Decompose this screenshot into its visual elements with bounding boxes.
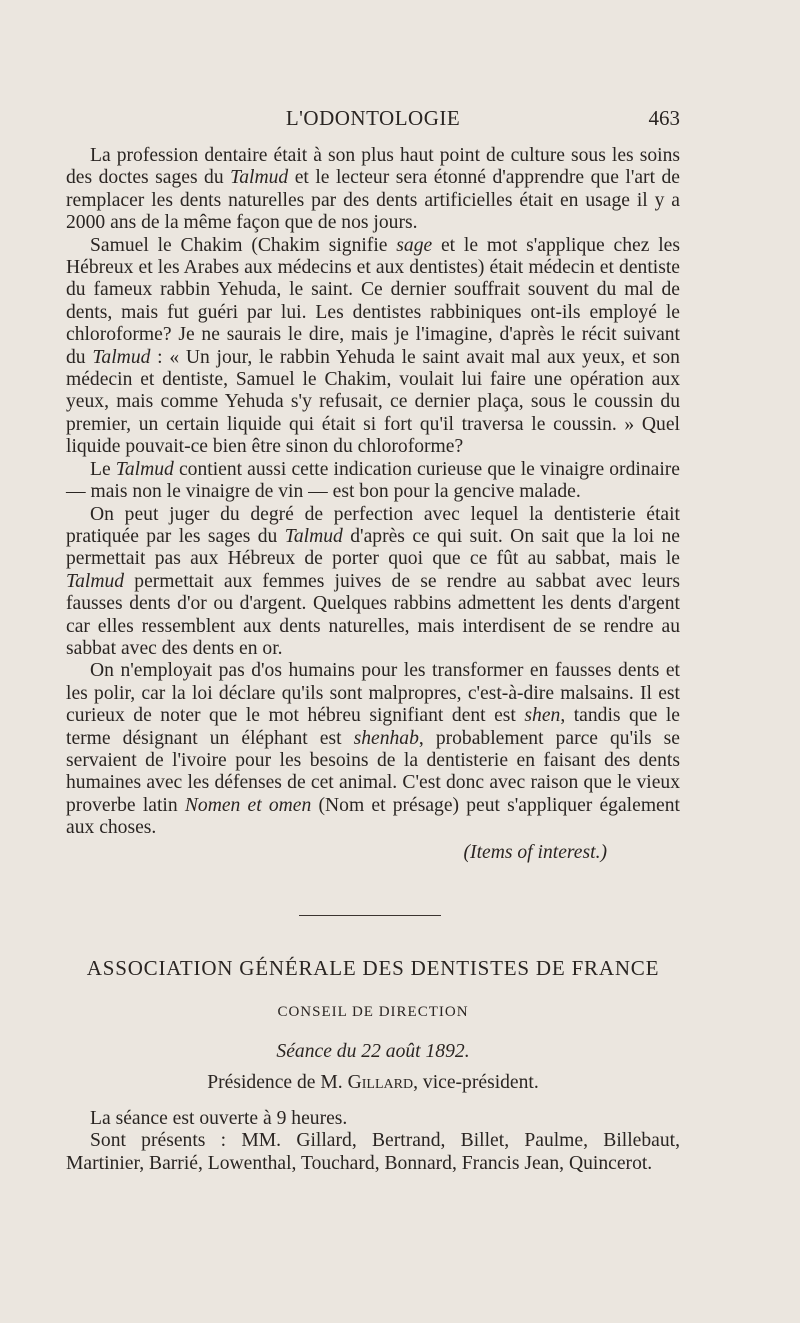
paragraph-4: On peut juger du degré de perfection avec lequel la dentisterie était pratiquée par les sages du Talmud d'après ce qui suit. On sait que la loi ne permettait pas aux Hébreux de porter quoi que ce fût au sabbat, mais le Talmud permettait aux femmes juives de se rendre au sabbat avec leurs fausses dents d'or ou d'argent. Quelques rabbins admettent les dents d'argent car elles ressemblent aux dents naturelles, mais interdisent de se rendre au sabbat avec des dents en or.	[66, 503, 680, 659]
emphasis: sage	[396, 234, 433, 256]
emphasis: Nomen et omen	[184, 794, 312, 816]
emphasis: Talmud	[230, 167, 289, 189]
source-citation: (Items of interest.)	[463, 841, 607, 863]
president-name: Gillard	[347, 1072, 414, 1093]
meeting-minutes	[66, 1108, 680, 1175]
presidency-line: Présidence de M. Gillard, vice-président.	[207, 1072, 539, 1093]
emphasis: Talmud	[66, 570, 125, 592]
minutes-attendees: Sont présents : MM. Gillard, Bertrand, Billet, Paulme, Billebaut, Martinier, Barrié, Lowenthal, Touchard, Bonnard, Francis Jean, Quincerot.	[66, 1130, 680, 1174]
emphasis: shen	[524, 705, 561, 727]
emphasis: Talmud	[115, 458, 174, 480]
paragraph-3: Le Talmud contient aussi cette indication curieuse que le vinaigre ordinaire — mais non le vinaigre de vin — est bon pour la gencive malade.	[66, 458, 680, 503]
paragraph-5: On n'employait pas d'os humains pour les transformer en fausses dents et les polir, car la loi déclare qu'ils sont malpropres, c'est-à-dire malsains. Il est curieux de noter que le mot hébreu signifiant dent est shen, tandis que le terme désignant un éléphant est shenhab, probablement parce qu'ils se servaient de l'ivoire pour les besoins de la dentisterie en faisant des dents humaines avec les défenses de cet animal. C'est donc avec raison que le vieux proverbe latin Nomen et omen (Nom et présage) peut s'appliquer également aux choses.	[66, 660, 681, 839]
section-heading: ASSOCIATION GÉNÉRALE DES DENTISTES DE FRANCE	[86, 956, 660, 980]
session-date: Séance du 22 août 1892.	[276, 1041, 470, 1062]
section-separator	[299, 915, 441, 916]
minutes-opening: La séance est ouverte à 9 heures.	[90, 1108, 348, 1129]
emphasis: Talmud	[284, 525, 343, 547]
running-title: L'ODONTOLOGIE	[285, 106, 461, 130]
article-body	[66, 145, 680, 864]
emphasis: shenhab	[353, 727, 419, 749]
page-number: 463	[648, 106, 680, 130]
section-subheading: CONSEIL DE DIRECTION	[277, 1004, 469, 1020]
running-header	[66, 106, 680, 136]
paragraph-2: Samuel le Chakim (Chakim signifie sage et le mot s'applique chez les Hébreux et les Arabes aux médecins et aux dentistes) était médecin et dentiste du fameux rabbin Yehuda, le saint. Ce dernier souffrait souvent du mal de dents, mais fut guéri par lui. Les dentistes rabbiniques ont-ils employé le chloroforme? Je ne saurais le dire, mais je l'imagine, d'après le récit suivant du Talmud : « Un jour, le rabbin Yehuda le saint avait mal aux yeux, et son médecin et dentiste, Samuel le Chakim, voulait lui faire une opération aux yeux, mais comme Yehuda s'y refusait, ce dernier plaça, sous le coussin du premier, un certain liquide qui était si fort qu'il traversa le coussin. » Quel liquide pouvait-ce bien être sinon du chloroforme?	[66, 234, 680, 458]
paragraph-1: La profession dentaire était à son plus haut point de culture sous les soins des doctes sages du Talmud et le lecteur sera étonné d'apprendre que l'art de remplacer les dents naturelles par des dents artificielles était en usage il y a 2000 ans de la même façon que de nos jours.	[66, 145, 680, 234]
emphasis: Talmud	[92, 346, 151, 368]
